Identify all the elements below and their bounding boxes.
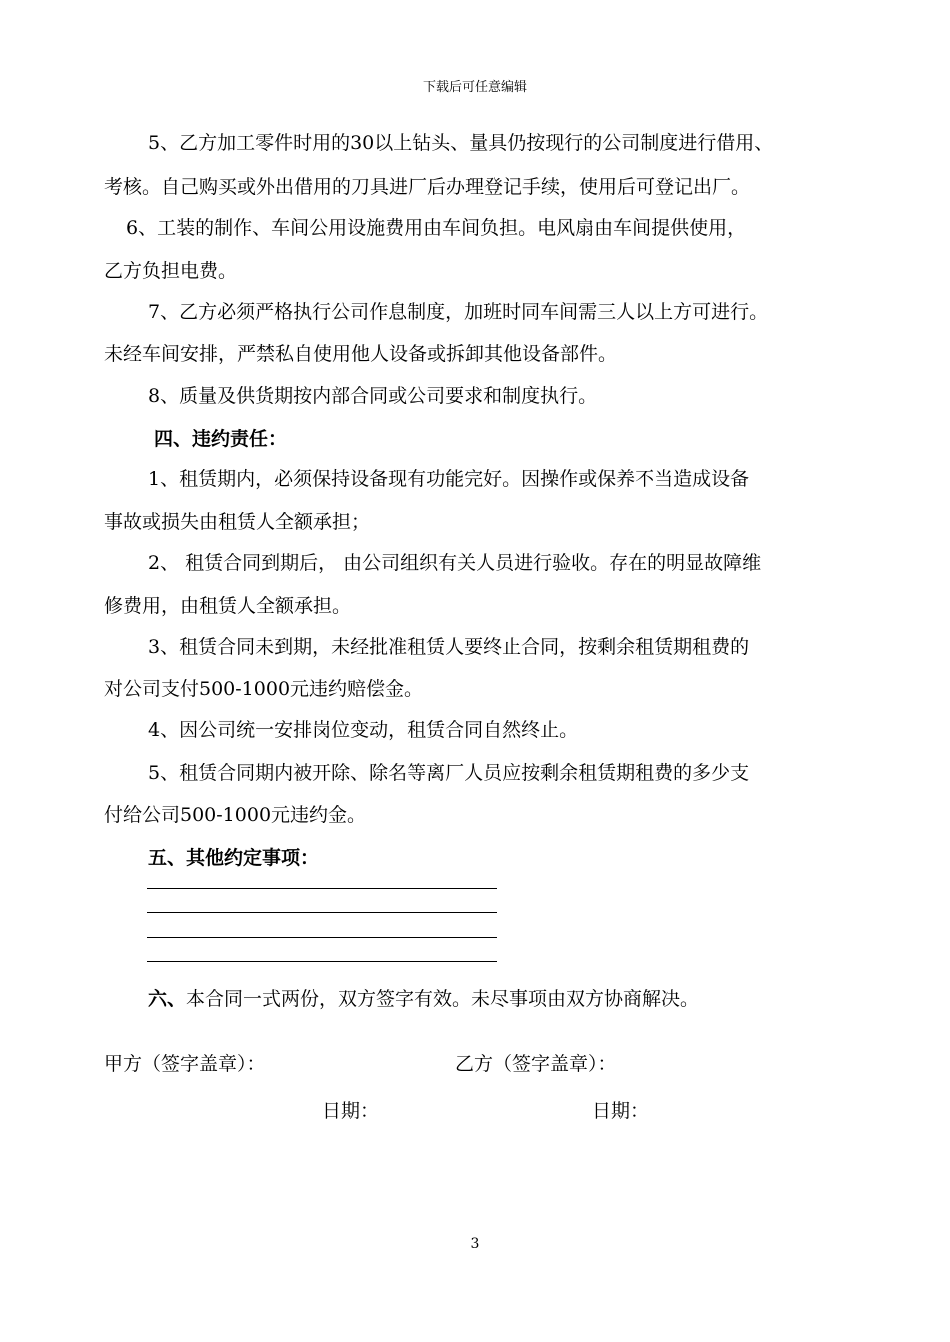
party-b-signature: 乙方（签字盖章）： [455,1053,617,1075]
section-6-text: 本合同一式两份，双方签字有效。未尽事项由双方协商解决。 [186,988,700,1010]
clause-6-line-2: 乙方负担电费。 [104,260,238,282]
section-6-line [104,987,908,1011]
clause-6-line-1: 6、工装的制作、车间公用设施费用由车间负担。电风扇由车间提供使用， [126,217,747,239]
page-number: 3 [470,1236,480,1252]
breach-4-line-1: 4、因公司统一安排岗位变动，租赁合同自然终止。 [148,719,579,741]
breach-5-line-1: 5、租赁合同期内被开除、除名等离厂人员应按剩余租赁期租费的多少支 [148,762,750,784]
party-a-signature: 甲方（签字盖章）： [104,1053,266,1075]
breach-1-line-2: 事故或损失由租赁人全额承担； [104,511,371,533]
party-b-date: 日期： [592,1100,650,1122]
section-4-heading: 四、违约责任： [154,428,288,450]
breach-2-line-2: 修费用，由租赁人全额承担。 [104,595,352,617]
clause-7-line-1: 7、乙方必须严格执行公司作息制度，加班时同车间需三人以上方可进行。 [148,301,769,323]
breach-5-line-2: 付给公司500-1000元违约金。 [104,804,367,826]
breach-2-line-1: 2、 租赁合同到期后， 由公司组织有关人员进行验收。存在的明显故障维 [148,552,762,574]
blank-line [147,961,497,962]
clause-5-line-2: 考核。自己购买或外出借用的刀具进厂后办理登记手续，使用后可登记出厂。 [104,176,751,198]
clause-5-line-1: 5、乙方加工零件时用的30以上钻头、量具仍按现行的公司制度进行借用、 [148,132,774,154]
breach-3-line-2: 对公司支付500-1000元违约赔偿金。 [104,678,424,700]
party-a-date: 日期： [322,1100,380,1122]
header-note: 下载后可任意编辑 [422,80,527,95]
breach-1-line-1: 1、租赁期内，必须保持设备现有功能完好。因操作或保养不当造成设备 [148,468,750,490]
blank-line [147,912,497,913]
clause-7-line-2: 未经车间安排，严禁私自使用他人设备或拆卸其他设备部件。 [104,343,618,365]
section-6-prefix: 六、 [148,988,187,1010]
section-5-heading: 五、其他约定事项： [148,847,320,869]
breach-3-line-1: 3、租赁合同未到期，未经批准租赁人要终止合同，按剩余租赁期租费的 [148,636,750,658]
clause-8-line-1: 8、质量及供货期按内部合同或公司要求和制度执行。 [148,385,598,407]
blank-line [147,937,497,938]
blank-line [147,888,497,889]
